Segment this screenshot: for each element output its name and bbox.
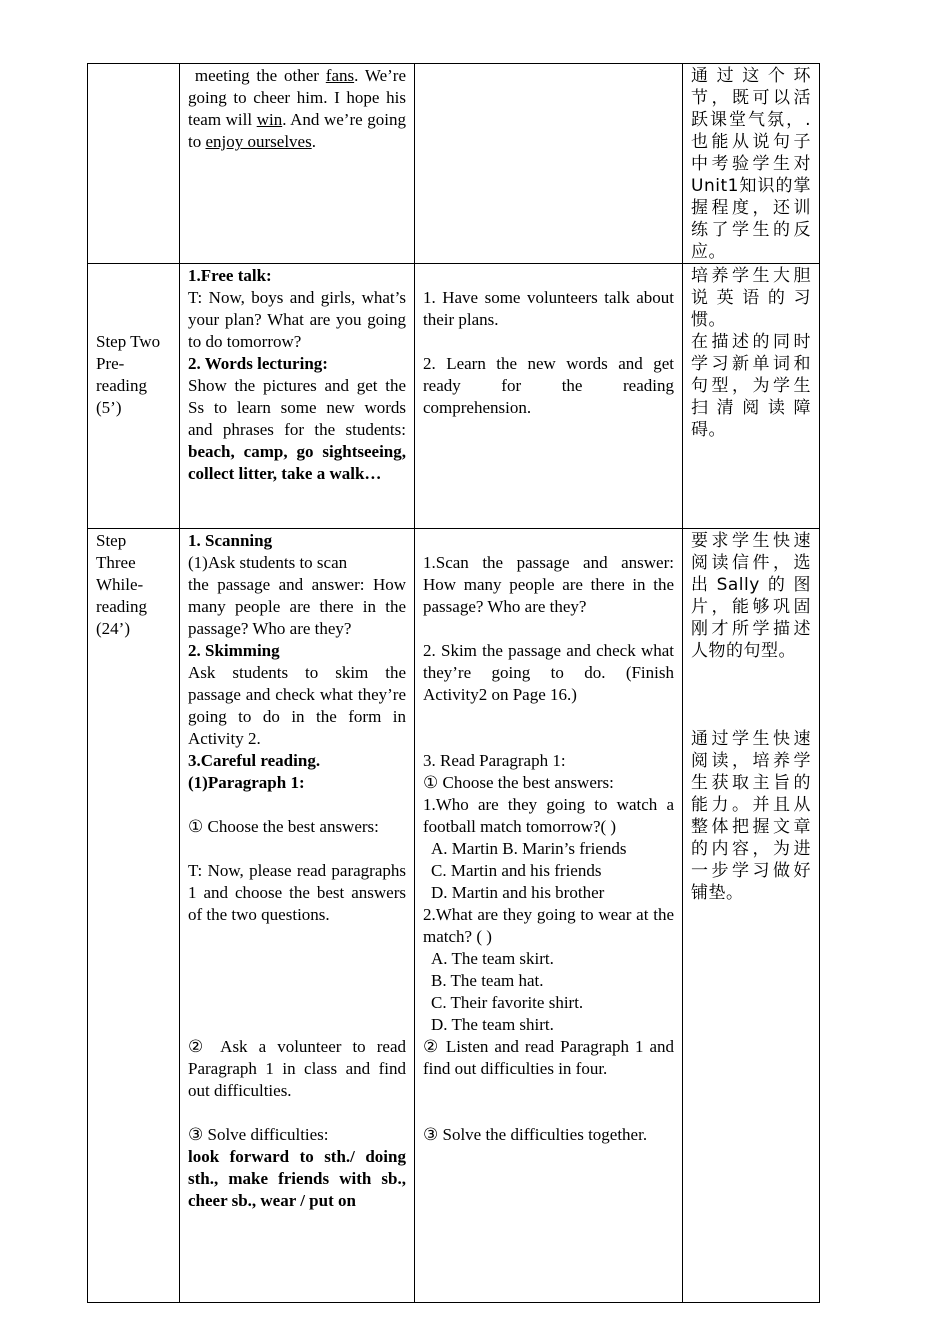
design-purpose-cell: 通过这个环节，既可以活跃课堂气氛，.也能从说句子中考验学生对Unit1知识的掌握程度，还训练了学生的反应。 (683, 64, 820, 264)
teacher-activity-cell: meeting the other fans. We’re going to cheer him. I hope his team will win. And we’re going to enjoy ourselves. (180, 64, 415, 264)
teacher-activity-cell: 1. Scanning (1)Ask students to scan the passage and answer: How many people are there in the passage? Who are they? 2. Skimming Ask students to skim the passage and check what they’re going to do in the form in Activity 2. 3.Careful reading. (1)Paragraph 1: ① Choose the best answers: T: Now, please read paragraphs 1 and choose the best answers of the two questions. ② Ask a volunteer to read Paragraph 1 in class and find out difficulties. ③ Solve difficulties: look forward to sth./ doing sth., make friends with sb., cheer sb., wear / put on (180, 529, 415, 1303)
student-activity-cell: 1. Have some volunteers talk about their plans. 2. Learn the new words and get ready for the reading comprehension. (415, 264, 683, 529)
step-cell (88, 64, 180, 264)
student-activity-cell: 1.Scan the passage and answer: How many people are there in the passage? Who are they? 2. Skim the passage and check what they’re going to do. (Finish Activity2 on Page 16.) 3. Read Paragraph 1: ① Choose the best answers: 1.Who are they going to watch a football match tomorrow?( ) A. Martin B. Marin’s friends C. Martin and his friends D. Martin and his brother 2.What are they going to wear at the match? ( ) A. The team skirt. B. The team hat. C. Their favorite shirt. D. The team shirt. ② Listen and read Paragraph 1 and find out difficulties in four. ③ Solve the difficulties together. (415, 529, 683, 1303)
table-row (88, 64, 820, 264)
design-purpose-cell: 培养学生大胆说英语的习惯。 在描述的同时学习新单词和句型，为学生扫清阅读障碍。 (683, 264, 820, 529)
student-activity-cell (415, 64, 683, 264)
table-row (88, 264, 820, 529)
lesson-plan-table (87, 63, 820, 1303)
teacher-activity-cell: 1.Free talk: T: Now, boys and girls, what’s your plan? What are you going to do tomorrow? 2. Words lecturing: Show the pictures and get the Ss to learn some new words and phrases for the students: beach, camp, go sightseeing, collect litter, take a walk… (180, 264, 415, 529)
design-purpose-cell: 要求学生快速阅读信件，选出Sally的图片，能够巩固刚才所学描述人物的句型。 通过学生快速阅读，培养学生获取主旨的能力。并且从整体把握文章的内容，为进一步学习做好铺垫。 (683, 529, 820, 1303)
table-row (88, 529, 820, 1303)
step-cell: Step Three While- reading (24’) (88, 529, 180, 1303)
step-cell: Step Two Pre- reading (5’) (88, 264, 180, 529)
